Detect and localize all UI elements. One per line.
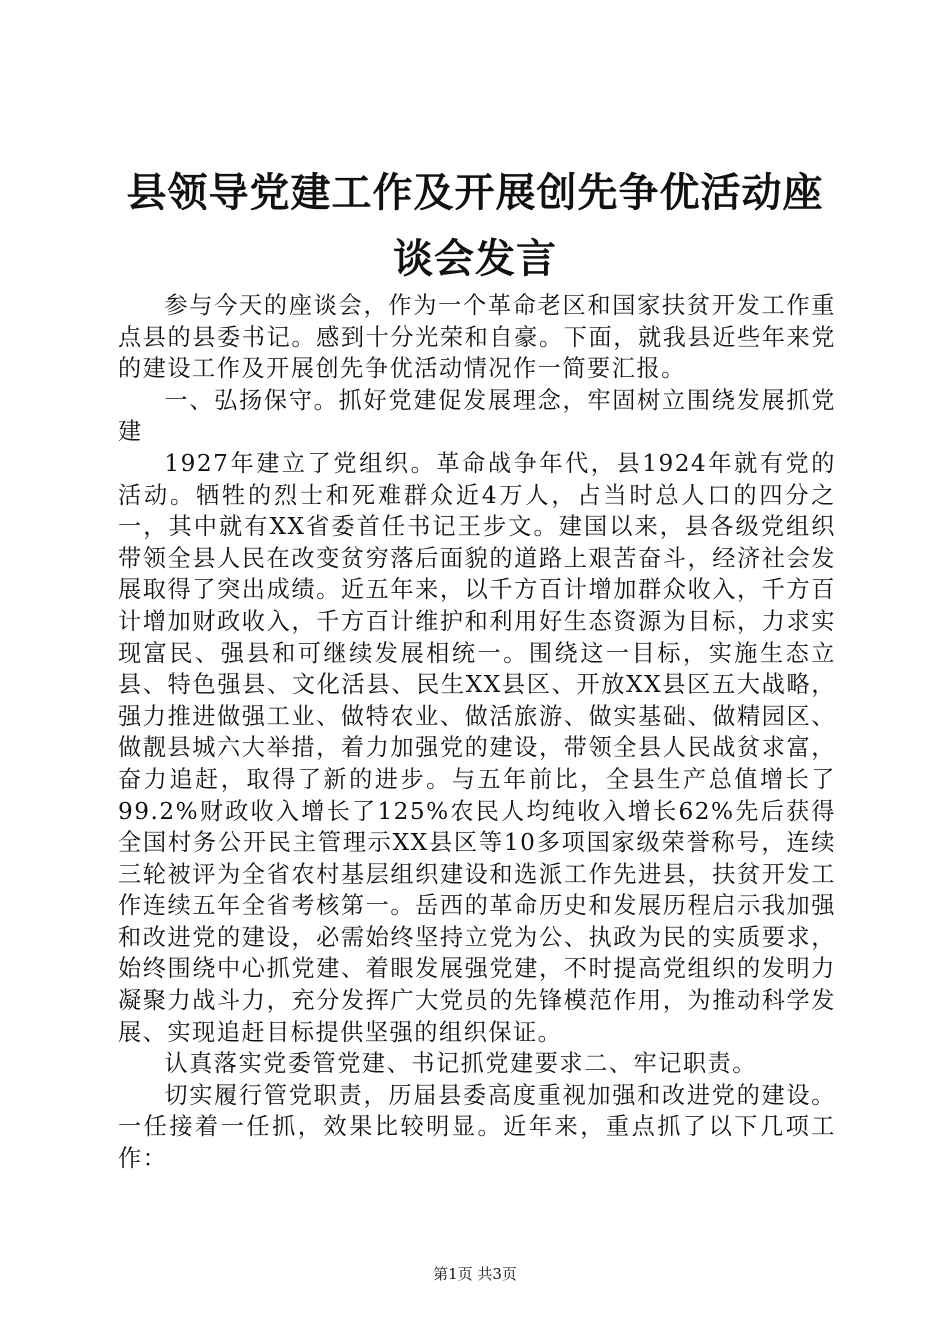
section-heading-one: 一、弘扬保守。抓好党建促发展理念，牢固树立围绕发展抓党建 (118, 386, 836, 446)
document-title: 县领导党建工作及开展创先争优活动座谈会发言 (126, 170, 824, 282)
document-body (118, 290, 836, 1175)
paragraph-duties: 切实履行管党职责，历届县委高度重视加强和改进党的建设。一任接着一任抓，效果比较明显。近年来，重点抓了以下几项工作： (118, 1081, 836, 1173)
page-number-footer: 第1页 共3页 (433, 1265, 517, 1283)
paragraph-history: 1927年建立了党组织。革命战争年代，县1924年就有党的活动。牺牲的烈士和死难群众近4万人，占当时总人口的四分之一，其中就有XX省委首任书记王步文。建国以来，县各级党组织带领全县人民在改变贫穷落后面貌的道路上艰苦奋斗，经济社会发展取得了突出成绩。近五年来，以千方百计增加群众收入，千方百计增加财政收入，千方百计维护和利用好生态资源为目标，力求实现富民、强县和可继续发展相统一。围绕这一目标，实施生态立县、特色强县、文化活县、民生XX县区、开放XX县区五大战略，强力推进做强工业、做特农业、做活旅游、做实基础、做精园区、做靓县城六大举措，着力加强党的建设，带领全县人民战贫求富，奋力追赶，取得了新的进步。与五年前比，全县生产总值增长了99.2%财政收入增长了125%农民人均纯收入增长62%先后获得全国村务公开民主管理示XX县区等10多项国家级荣誉称号，连续三轮被评为全省农村基层组织建设和选派工作先进县，扶贫开发工作连续五年全省考核第一。岳西的革命历史和发展历程启示我加强和改进党的建设，必需始终坚持立党为公、执政为民的实质要求，始终围绕中心抓党建、着眼发展强党建，不时提高党组织的发明力凝聚力战斗力，充分发挥广大党员的先锋模范作用，为推动科学发展、实现追赶目标提供坚强的组织保证。 (118, 449, 836, 1046)
paragraph-opening: 参与今天的座谈会，作为一个革命老区和国家扶贫开发工作重点县的县委书记。感到十分光荣和自豪。下面，就我县近些年来党的建设工作及开展创先争优活动情况作一简要汇报。 (118, 292, 836, 383)
section-heading-two: 认真落实党委管党建、书记抓党建要求二、牢记职责。 (164, 1050, 757, 1078)
